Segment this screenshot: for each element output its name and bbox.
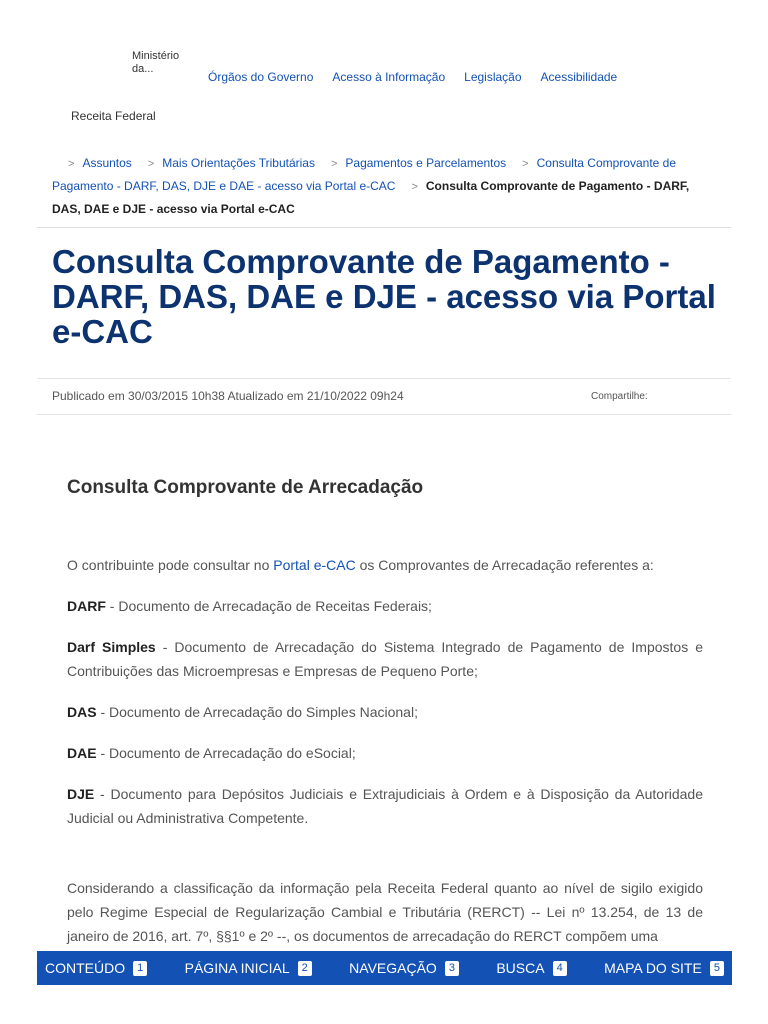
intro-paragraph (67, 553, 703, 577)
shortcut-label: BUSCA (496, 960, 545, 976)
nav-link-legislacao[interactable]: Legislação (464, 70, 522, 84)
shortcut-navegacao[interactable] (349, 960, 459, 976)
page-title: Consulta Comprovante de Pagamento - DARF, DAS, DAE e DJE - acesso via Portal e-CAC (52, 243, 716, 350)
list-item-darf (67, 594, 703, 618)
shortcut-key: 3 (445, 961, 459, 976)
shortcut-pagina-inicial[interactable] (185, 960, 312, 976)
shortcut-key: 2 (298, 961, 312, 976)
shortcut-key: 1 (133, 961, 147, 976)
shortcut-label: PÁGINA INICIAL (184, 960, 290, 976)
share-label: Compartilhe: (591, 391, 648, 402)
site-header (0, 0, 768, 140)
intro-text: O contribuinte pode consultar no (67, 557, 274, 573)
chevron-right-icon: > (330, 158, 338, 170)
shortcut-mapa-do-site[interactable] (604, 960, 724, 976)
nav-link-acesso-informacao[interactable]: Acesso à Informação (332, 70, 446, 84)
item-term: DJE (67, 786, 95, 802)
breadcrumb-link-pagamentos[interactable]: Pagamentos e Parcelamentos (345, 156, 507, 170)
list-item-dje (67, 782, 703, 830)
item-desc: - Documento de Arrecadação do eSocial; (96, 745, 356, 761)
breadcrumb-current: Consulta Comprovante de Pagamento - DARF, DAS, DAE e DJE - acesso via Portal e-CAC (52, 179, 690, 216)
divider (37, 227, 731, 228)
breadcrumb-link-consulta[interactable]: Consulta Comprovante de Pagamento - DARF, DAS, DJE e DAE - acesso via Portal e-CAC (52, 156, 677, 193)
divider (37, 414, 731, 415)
list-item-darf-simples (67, 635, 703, 683)
org-name[interactable]: Receita Federal (71, 109, 156, 123)
shortcut-label: CONTEÚDO (45, 960, 126, 976)
item-term: DARF (67, 598, 106, 614)
ministry-name[interactable]: Ministério da... (132, 50, 180, 75)
chevron-right-icon: > (522, 158, 529, 170)
nav-link-acessibilidade[interactable]: Acessibilidade (540, 70, 618, 84)
article-content (67, 476, 703, 965)
intro-text-end: os Comprovantes de Arrecadação referentes a: (355, 557, 654, 573)
chevron-right-icon: > (411, 181, 418, 193)
item-term: DAE (67, 745, 97, 761)
item-desc: - Documento de Arrecadação de Receitas Federais; (105, 598, 432, 614)
shortcut-key: 5 (710, 961, 724, 976)
shortcut-label: MAPA DO SITE (604, 960, 702, 976)
divider (37, 378, 731, 379)
accessibility-shortcuts-bar (37, 951, 732, 985)
section-heading: Consulta Comprovante de Arrecadação (67, 477, 424, 498)
portal-ecac-link[interactable]: Portal e-CAC (273, 557, 356, 573)
list-item-das (67, 700, 703, 724)
item-desc: - Documento para Depósitos Judiciais e Extrajudiciais à Ordem e à Disposição da Autoridade Judicial ou Administrativa Competente. (67, 786, 703, 826)
shortcut-key: 4 (553, 961, 567, 976)
breadcrumb (52, 152, 712, 220)
shortcut-conteudo[interactable] (45, 960, 147, 976)
shortcut-busca[interactable] (496, 960, 566, 976)
breadcrumb-link-assuntos[interactable]: Assuntos (82, 156, 132, 170)
publication-date: Publicado em 30/03/2015 10h38 Atualizado em 21/10/2022 09h24 (52, 389, 404, 403)
item-desc: - Documento de Arrecadação do Simples Nacional; (96, 704, 418, 720)
top-navigation (208, 70, 617, 84)
chevron-right-icon: > (147, 158, 155, 170)
chevron-right-icon: > (68, 158, 75, 170)
item-term: Darf Simples (67, 639, 156, 655)
closing-paragraph: Considerando a classificação da informação pela Receita Federal quanto ao nível de sigilo exigido pelo Regime Especial de Regularização Cambial e Tributária (RERCT) -- Lei nº 13.254, de 13 de janeiro de 2016, art. 7º, §§1º e 2º --, os documentos de arrecadação do RERCT compõem uma (67, 880, 703, 944)
nav-link-orgaos[interactable]: Órgãos do Governo (208, 70, 314, 84)
breadcrumb-link-orientacoes[interactable]: Mais Orientações Tributárias (162, 156, 315, 170)
shortcut-label: NAVEGAÇÃO (349, 960, 437, 976)
list-item-dae (67, 741, 703, 765)
item-desc: - Documento de Arrecadação do Sistema Integrado de Pagamento de Impostos e Contribuições das Microempresas e Empresas de Pequeno Porte; (67, 639, 703, 679)
item-term: DAS (67, 704, 97, 720)
